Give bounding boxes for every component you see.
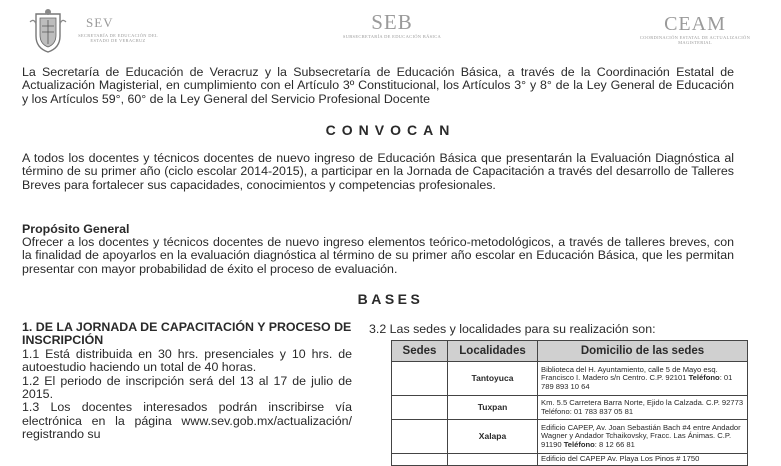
ceam-name: CEAM — [664, 13, 726, 35]
sedes-table — [391, 340, 748, 466]
sede-cell — [392, 454, 448, 466]
col-header-sedes: Sedes — [392, 341, 448, 362]
proposito-paragraph: Ofrecer a los docentes y técnicos docentes de nuevo ingreso elementos teórico-metodológicos, a través de talleres breves, con la finalidad de apoyarlos en la evaluación diagnóstica al término de su primer año escolar en Educación Básica, que les permitan presentar con mayor probabilidad de éxito el proceso de evaluación. — [22, 235, 734, 276]
table-row — [392, 420, 748, 454]
telefono-label: Teléfono — [563, 439, 595, 449]
section-1-2: 1.2 El periodo de inscripción será del 13 al 17 de julio de 2015. — [22, 373, 352, 402]
section-1-title: 1. DE LA JORNADA DE CAPACITACIÓN Y PROCESO DE INSCRIPCIÓN — [22, 320, 352, 348]
sede-cell — [392, 396, 448, 420]
domicilio-cell: Km. 5.5 Carretera Barra Norte, Ejido la Calzada. C.P. 92773 Teléfono: 01 783 837 05 81 — [538, 396, 748, 420]
localidad-cell: Tuxpan — [448, 396, 538, 420]
sede-cell — [392, 420, 448, 454]
telefono-value: : 01 789 893 10 64 — [541, 373, 733, 391]
intro-paragraph: La Secretaría de Educación de Veracruz y la Subsecretaría de Educación Básica, a través de la Coordinación Estatal de Actualización Magisterial, en cumplimiento con el Artículo 3º Constitucional, los Artículos 3° y 8° de la Ley General de Educación y los Artículos 59°, 60° de la Ley General del Servicio Profesional Docente — [22, 65, 734, 106]
ceam-subtitle: COORDINACIÓN ESTATAL DE ACTUALIZACIÓN MAGISTERIAL — [639, 35, 751, 45]
section-3-2-caption: 3.2 Las sedes y localidades para su realización son: — [369, 322, 656, 336]
localidad-cell: Xalapa — [448, 420, 538, 454]
bases-heading: BASES — [357, 291, 424, 307]
convocan-paragraph: A todos los docentes y técnicos docentes de nuevo ingreso de Educación Básica que presentarán la Evaluación Diagnóstica al término de su primer año (ciclo escolar 2014-2015), a participar en la Jornada de Capacitación a través del desarrollo de Talleres Breves para fortalecer sus capacidades, conocimientos y competencias profesionales. — [22, 151, 734, 192]
telefono-value: : 8 12 66 81 — [594, 439, 635, 449]
table-row — [392, 362, 748, 396]
section-1 — [22, 321, 352, 442]
convocan-heading: CONVOCAN — [325, 122, 456, 138]
domicilio-cell — [538, 420, 748, 454]
ceam-logo — [630, 13, 760, 45]
table-row — [392, 454, 748, 466]
localidad-cell — [448, 454, 538, 466]
col-header-localidades: Localidades — [448, 341, 538, 362]
seb-subtitle: SUBSECRETARÍA DE EDUCACIÓN BÁSICA — [342, 34, 442, 39]
domicilio-cell: Edificio del CAPEP Av. Playa Los Pinos # 1750 — [538, 454, 748, 466]
sede-cell — [392, 362, 448, 396]
seb-logo — [332, 10, 452, 39]
table-row — [392, 396, 748, 420]
section-1-1: 1.1 Está distribuida en 30 hrs. presenciales y 10 hrs. de autoestudio haciendo un total de 40 horas. — [22, 346, 352, 375]
header — [0, 0, 781, 58]
table-header-row — [392, 341, 748, 362]
domicilio-text: Biblioteca del H. Ayuntamiento, calle 5 de Mayo esq. Francisco I. Madero s/n Centro. C.P. 92101 — [541, 364, 718, 383]
telefono-label: Teléfono — [688, 373, 720, 383]
localidad-cell: Tantoyuca — [448, 362, 538, 396]
domicilio-cell — [538, 362, 748, 396]
section-1-3: 1.3 Los docentes interesados podrán inscribirse vía electrónica en la página www.sev.gob.mx/actualización/ registrando su — [22, 400, 352, 442]
col-header-domicilio: Domicilio de las sedes — [538, 341, 748, 362]
proposito-title: Propósito General — [22, 222, 130, 236]
sev-subtitle: SECRETARÍA DE EDUCACIÓN DEL ESTADO DE VERACRUZ — [78, 33, 158, 43]
domicilio-text: Edificio CAPEP, Av. Joan Sebastián Bach #4 entre Andador Wagner y Andador Tchaikovsky, Fracc. Las Ánimas. C.P. 91190 — [541, 422, 741, 449]
sev-name: SEV — [86, 15, 114, 30]
veracruz-coat-of-arms-icon — [28, 8, 68, 54]
seb-name: SEB — [371, 10, 413, 34]
